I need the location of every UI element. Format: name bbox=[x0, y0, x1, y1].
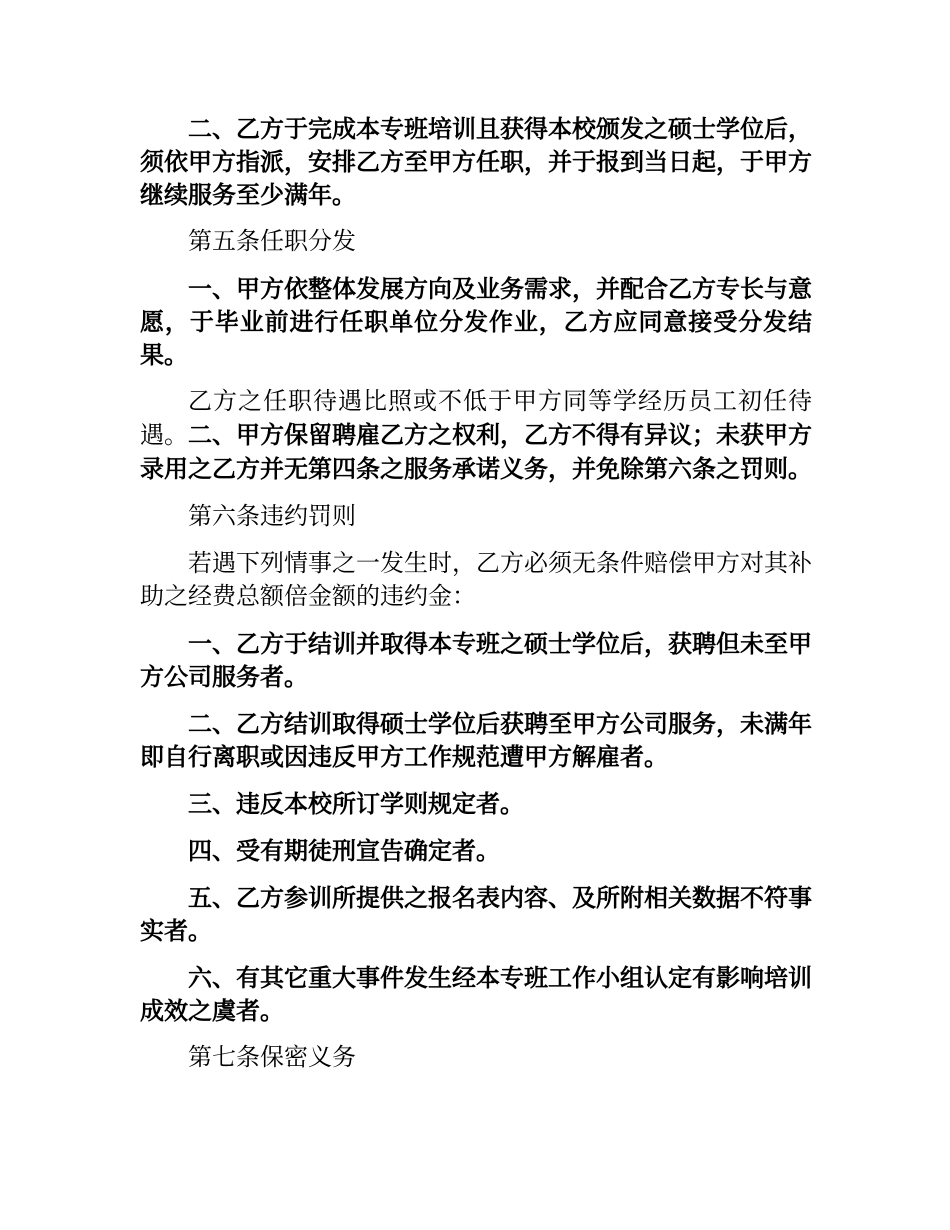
paragraph-clause-6-6: 六、有其它重大事件发生经本专班工作小组认定有影响培训成效之虞者。 bbox=[140, 963, 812, 1025]
paragraph-clause-6-4: 四、受有期徒刑宣告确定者。 bbox=[188, 836, 500, 865]
paragraph-article-6-intro: 若遇下列情事之一发生时，乙方必须无条件赔偿甲方对其补助之经费总额倍金额的违约金： bbox=[140, 549, 812, 610]
paragraph-clause-5-2-bold-text: 二、甲方保留聘雇乙方之权利，乙方不得有异议；未获甲方录用之乙方并无第四条之服务承诺义务，并免除第六条之罚则。 bbox=[140, 420, 812, 483]
article-5-heading: 第五条任职分发 bbox=[188, 227, 356, 255]
paragraph-clause-5-2-normal-text: 乙方之任职待遇比照或不低于甲方同等学经历员工初任待遇。 bbox=[140, 387, 812, 449]
paragraph-clause-6-1: 一、乙方于结训并取得本专班之硕士学位后，获聘但未至甲方公司服务者。 bbox=[140, 629, 812, 691]
article-7-heading: 第七条保密义务 bbox=[188, 1043, 356, 1071]
paragraph-clause-6-2: 二、乙方结训取得硕士学位后获聘至甲方公司服务，未满年即自行离职或因违反甲方工作规范遭甲方解雇者。 bbox=[140, 709, 812, 771]
paragraph-clause-5-1: 一、甲方依整体发展方向及业务需求，并配合乙方专长与意愿，于毕业前进行任职单位分发作业，乙方应同意接受分发结果。 bbox=[140, 274, 812, 369]
paragraph-clause-5-2 bbox=[140, 385, 812, 486]
article-6-heading: 第六条违约罚则 bbox=[188, 502, 356, 530]
paragraph-clause-6-3: 三、违反本校所订学则规定者。 bbox=[188, 789, 524, 818]
paragraph-clause-6-5: 五、乙方参训所提供之报名表内容、及所附相关数据不符事实者。 bbox=[140, 883, 812, 945]
paragraph-clause-4-2: 二、乙方于完成本专班培训且获得本校颁发之硕士学位后，须依甲方指派，安排乙方至甲方任职，并于报到当日起，于甲方继续服务至少满年。 bbox=[140, 114, 812, 209]
document-body bbox=[140, 112, 812, 1088]
